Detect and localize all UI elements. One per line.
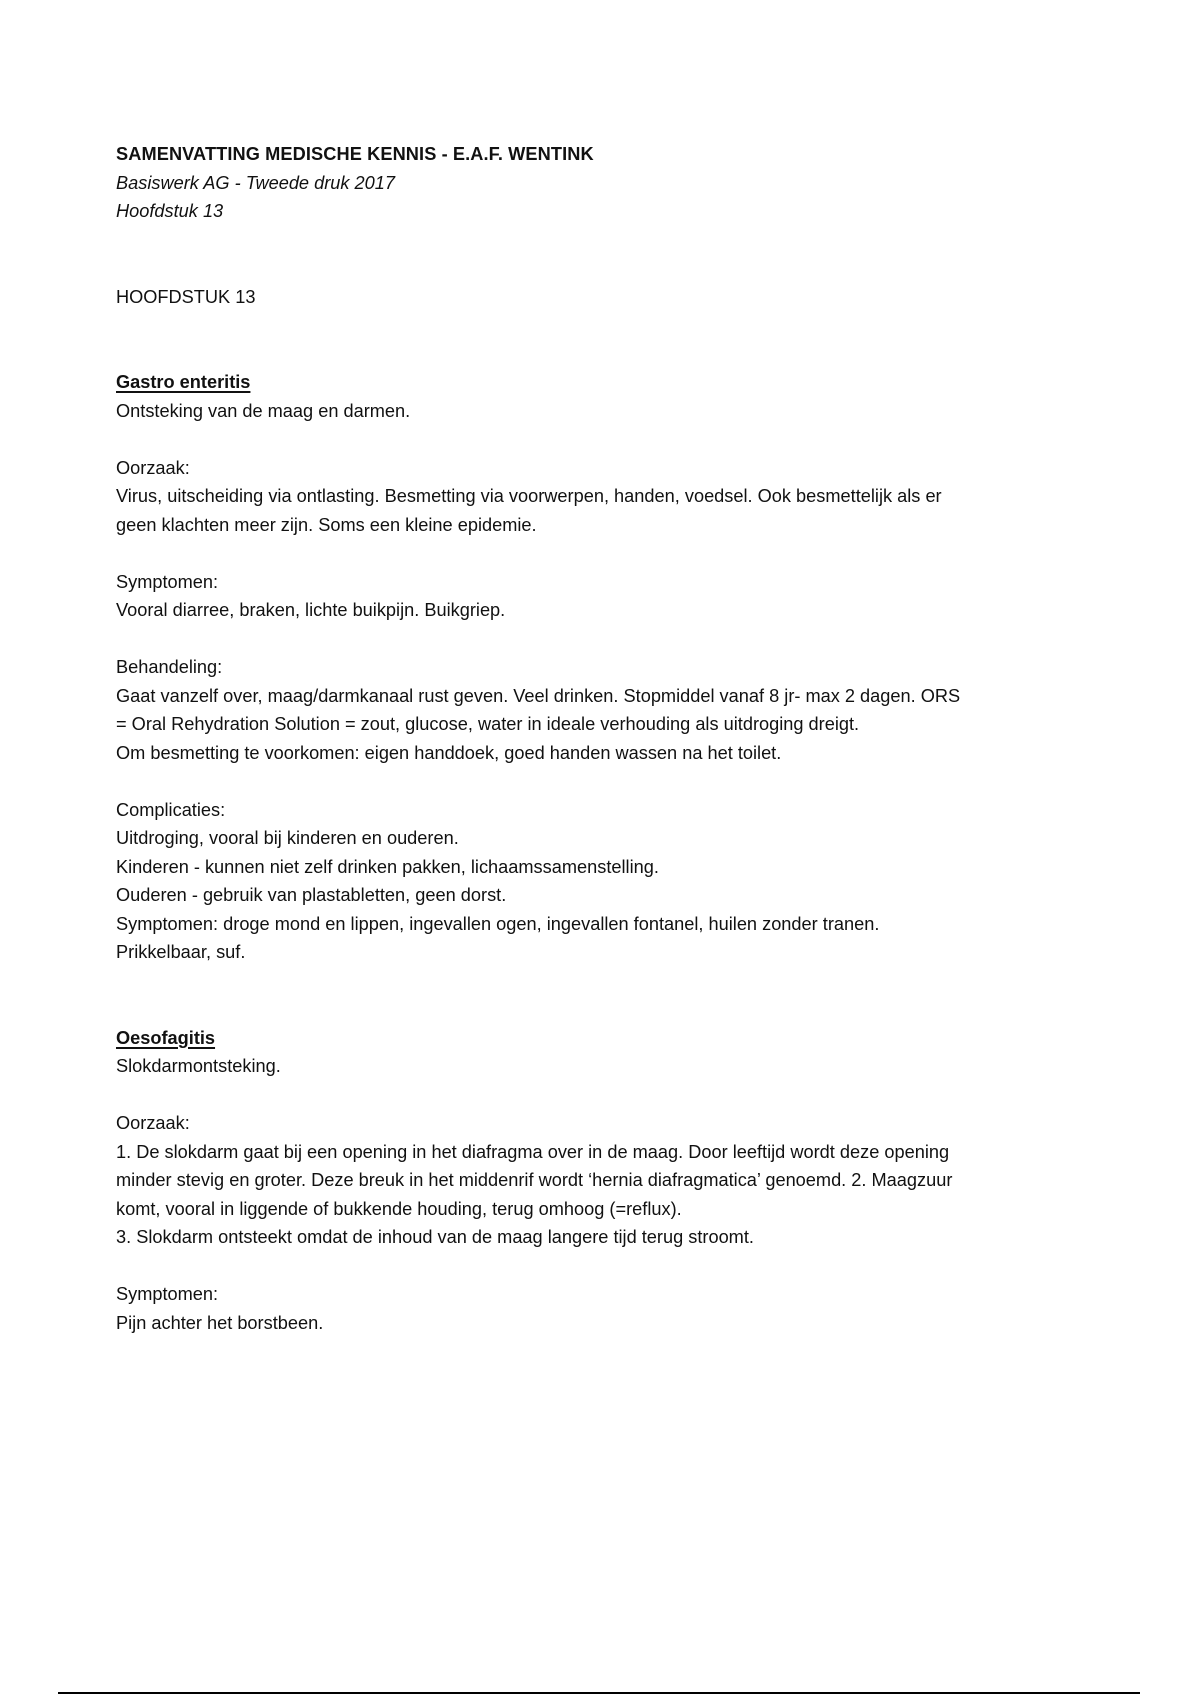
block-label: Symptomen: xyxy=(116,1284,219,1304)
spacer xyxy=(116,1081,1076,1110)
document-subtitle: Basiswerk AG - Tweede druk 2017 xyxy=(116,172,395,193)
block-line: Gaat vanzelf over, maag/darmkanaal rust geven. Veel drinken. Stopmiddel vanaf 8 jr- max 2 dagen. ORS xyxy=(116,685,961,706)
section-title: Gastro enteritis xyxy=(116,372,251,392)
block-line: minder stevig en groter. Deze breuk in het middenrif wordt ‘hernia diafragmatica’ genoemd. 2. Maagzuur xyxy=(116,1170,953,1190)
footer-rule xyxy=(58,1692,1140,1694)
document-content xyxy=(116,140,1076,1337)
block-line: 1. De slokdarm gaat bij een opening in het diafragma over in de maag. Door leeftijd wordt deze opening xyxy=(116,1141,950,1162)
block-line: Vooral diarree, braken, lichte buikpijn. Buikgriep. xyxy=(116,600,506,620)
document-chapter-ref: Hoofdstuk 13 xyxy=(116,201,224,221)
block-line: Pijn achter het borstbeen. xyxy=(116,1312,324,1333)
spacer xyxy=(116,539,1076,568)
spacer xyxy=(116,1252,1076,1281)
block-line: komt, vooral in liggende of bukkende houding, terug omhoog (=reflux). xyxy=(116,1198,682,1219)
spacer xyxy=(116,625,1076,654)
block-line: Virus, uitscheiding via ontlasting. Besmetting via voorwerpen, handen, voedsel. Ook besmettelijk als er xyxy=(116,486,942,506)
block-line: Symptomen: droge mond en lippen, ingevallen ogen, ingevallen fontanel, huilen zonder tranen. xyxy=(116,913,880,934)
chapter-heading: HOOFDSTUK 13 xyxy=(116,286,256,307)
block-label: Oorzaak: xyxy=(116,457,190,478)
document-title: SAMENVATTING MEDISCHE KENNIS - E.A.F. WENTINK xyxy=(116,144,594,164)
spacer xyxy=(116,425,1076,454)
block-label: Oorzaak: xyxy=(116,1113,190,1133)
spacer xyxy=(116,311,1076,368)
block-label: Complicaties: xyxy=(116,799,226,820)
block-line: geen klachten meer zijn. Soms een kleine epidemie. xyxy=(116,514,537,535)
block-line: = Oral Rehydration Solution = zout, glucose, water in ideale verhouding als uitdroging dreigt. xyxy=(116,714,860,734)
section-gastro-enteritis xyxy=(116,368,1076,967)
section-title: Oesofagitis xyxy=(116,1027,216,1048)
block-line: Kinderen - kunnen niet zelf drinken pakken, lichaamssamenstelling. xyxy=(116,856,659,877)
block-line: Uitdroging, vooral bij kinderen en ouderen. xyxy=(116,828,459,848)
block-line: 3. Slokdarm ontsteekt omdat de inhoud van de maag langere tijd terug stroomt. xyxy=(116,1227,754,1247)
section-oesofagitis xyxy=(116,1024,1076,1338)
section-intro: Slokdarmontsteking. xyxy=(116,1056,281,1076)
block-label: Behandeling: xyxy=(116,657,223,677)
section-intro: Ontsteking van de maag en darmen. xyxy=(116,400,411,421)
block-label: Symptomen: xyxy=(116,571,219,592)
spacer xyxy=(116,967,1076,1024)
block-line: Ouderen - gebruik van plastabletten, geen dorst. xyxy=(116,885,507,905)
block-line: Om besmetting te voorkomen: eigen handdoek, goed handen wassen na het toilet. xyxy=(116,742,782,763)
spacer xyxy=(116,767,1076,796)
block-line: Prikkelbaar, suf. xyxy=(116,942,246,962)
